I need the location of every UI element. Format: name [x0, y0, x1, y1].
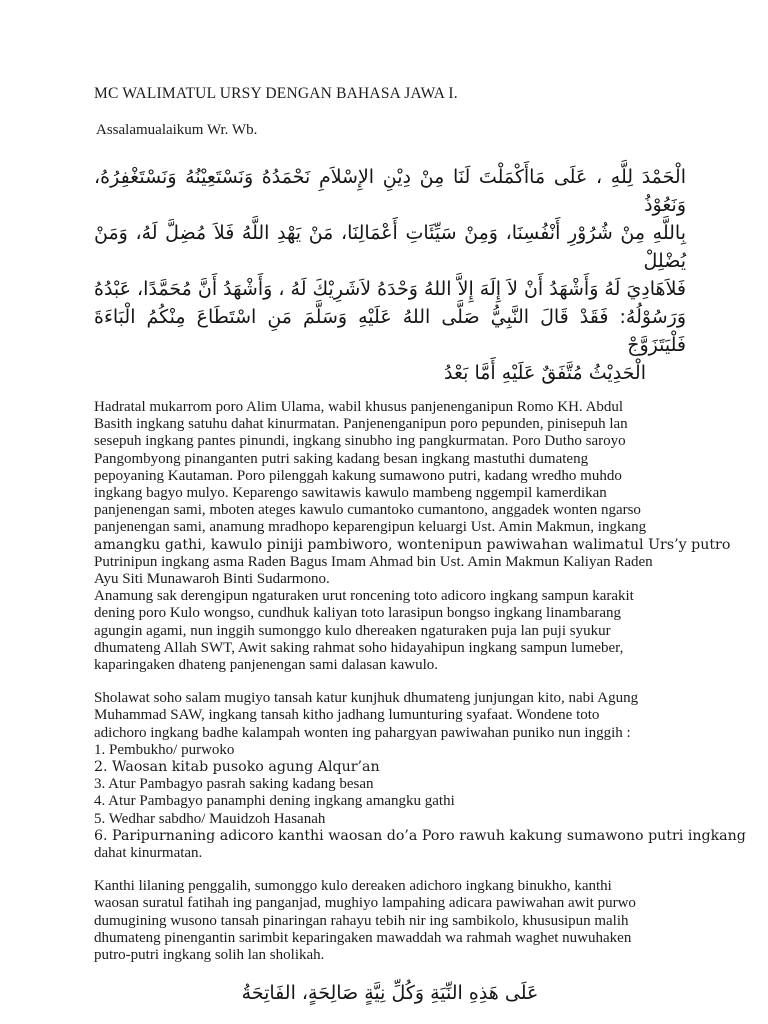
agenda-list — [94, 741, 746, 862]
arabic-text-line: الْحَمْدَ لِلَّهِ ، عَلَى مَاأَكْمَلْتَ لَنَا مِنْ دِيْنِ الإِسْلاَمِ نَحْمَدُهُ وَنَسْتَعِيْنُهُ وَنَسْتَغْفِرُهُ، وَنَعُوْذُ — [94, 166, 686, 216]
text-line: Hadratal mukarrom poro Alim Ulama, wabil khusus panjenenganipun Romo KH. Abdul — [94, 399, 624, 415]
text-line: Pangombyong pinanganten putri saking kadang besan ingkang mastuthi dumateng — [94, 450, 589, 467]
agenda-list-line: 4. Atur Pambagyo panamphi dening ingkang amangku gathi — [94, 793, 455, 810]
text-line: Anamung sak derengipun ngaturaken urut roncening toto adicoro ingkang sampun karakit — [94, 588, 634, 605]
text-line: dumugining wusono tansah pinaringan rahayu tebih nir ing sambikolo, khususipun malih — [94, 912, 629, 929]
text-line: Ayu Siti Munawaroh Binti Sudarmono. — [94, 571, 330, 588]
text-line: dhumateng Allah SWT, Awit saking rahmat soho hidayahipun ingkang sampun lumeber, — [94, 639, 624, 656]
arabic-text-line: بِاللَّهِ مِنْ شُرُوْرِ أَنْفُسِنَا، وَمِنْ سَيِّئَاتِ أَعْمَالِنَا، مَنْ يَهْدِ اللَّهُ فَلاَ مُضِلَّ لَهُ، وَمَنْ يُضْلِلْ — [94, 222, 686, 272]
arabic-opening-last-line: الْحَدِيْثُ مُتَّفَقٌ عَلَيْهِ أَمَّا بَعْدُ — [444, 362, 646, 384]
text-line: Kanthi lilaning penggalih, sumonggo kulo dereaken adichoro ingkang binukho, kanthi — [94, 878, 612, 895]
arabic-text-line: فَلاَهَادِيَ لَهُ وَأَشْهَدُ أَنْ لاَ إِلَهَ إِلاَّ اللهُ وَحْدَهُ لاَشَرِيْكَ لَهُ ، وَأَشْهَدُ أَنَّ مُحَمَّدًا، عَبْدُهُ — [94, 278, 686, 300]
agenda-list-line: dahat kinurmatan. — [94, 845, 203, 862]
main-paragraph — [94, 399, 731, 674]
text-line: amangku gathi, kawulo piniji pambiworo, wontenipun pawiwahan walimatul Urs’y putro — [94, 536, 731, 553]
arabic-opening-block — [94, 163, 686, 387]
arabic-closing-line: عَلَى هَذِهِ النِّيَةِ وَكُلِّ نِيَّةٍ صَالِحَةٍ، الفَاتِحَةُ — [241, 982, 539, 1005]
agenda-list-line: 6. Paripurnaning adicoro kanthi waosan do’a Poro rawuh kakung sumawono putri ingkang — [94, 827, 746, 844]
document-title: MC WALIMATUL URSY DENGAN BAHASA JAWA I. — [94, 85, 458, 102]
text-line: dening poro Kulo wongso, cundhuk kaliyan toto larasipun bongso ingkang linambarang — [94, 605, 621, 622]
agenda-list-line: 3. Atur Pambagyo pasrah saking kadang besan — [94, 776, 374, 793]
text-line: agungin agami, nun inggih sumonggo kulo dhereaken ngaturaken puja lan puji syukur — [94, 622, 611, 639]
text-line: putro-putri ingkang solih lan sholikah. — [94, 947, 325, 964]
arabic-text-line: وَرَسُوْلُهُ: فَقَدْ قَالَ النَّبِيُّ صَلَّى اللهُ عَلَيْهِ وَسَلَّمَ مَنِ اسْتَطَاعَ مِنْكُمُ الْبَاءَةَ فَلْيَتَزَوَّجْ — [94, 306, 686, 356]
text-line: dhumateng pinengantin sarimbit keparingaken mawaddah wa rahmah waghet nuwuhaken — [94, 929, 632, 946]
agenda-list-line: 2. Waosan kitab pusoko agung Alqur’an — [94, 759, 380, 776]
text-line: ingkang bagyo mulyo. Keparengo sawitawis kawulo mambeng nggempil kamerdikan — [94, 485, 607, 502]
sholawat-paragraph — [94, 690, 686, 742]
text-line: sesepuh ingkang pantes pinundi, ingkang sinubho ing pangkurmatan. Poro Dutho saroyo — [94, 433, 626, 450]
closing-paragraph — [94, 878, 686, 964]
text-line: panjenengan sami, anamung mradhopo keparengipun keluargi Ust. Amin Makmun, ingkang — [94, 519, 647, 536]
text-line: Muhammad SAW, ingkang tansah kitho jadhang lumunturing syafaat. Wondene toto — [94, 707, 600, 724]
arabic-opening-lines — [94, 163, 686, 359]
text-line: pepoyaning Kautaman. Poro pilenggah kakung sumawono putri, kadang wredho muhdo — [94, 467, 622, 484]
greeting-line: Assalamualaikum Wr. Wb. — [96, 122, 258, 138]
agenda-list-line: 1. Pembukho/ purwoko — [94, 741, 235, 758]
text-line: Basith ingkang satuhu dahat kinurmatan. Panjenenganipun poro pepunden, pinisepuh lan — [94, 416, 628, 433]
text-line: waosan suratul fatihah ing panganjad, mughiyo lampahing adicara pawiwahan awit purwo — [94, 895, 636, 912]
text-line: panjenengan sami, mboten ateges kawulo cumantoko cumantono, anggadek wonten ngarso — [94, 502, 641, 519]
text-line: Putrinipun ingkang asma Raden Bagus Imam Ahmad bin Ust. Amin Makmun Kaliyan Raden — [94, 553, 653, 570]
text-line: adichoro ingkang badhe kalampah wonten ing pahargyan pawiwahan puniko nun inggih : — [94, 724, 631, 741]
text-line: kaparingaken dhateng panjenengan sami dalasan kawulo. — [94, 657, 439, 674]
agenda-list-line: 5. Wedhar sabdho/ Mauidzoh Hasanah — [94, 810, 326, 827]
text-line: Sholawat soho salam mugiyo tansah katur kunjhuk dhumateng junjungan kito, nabi Agung — [94, 690, 639, 707]
